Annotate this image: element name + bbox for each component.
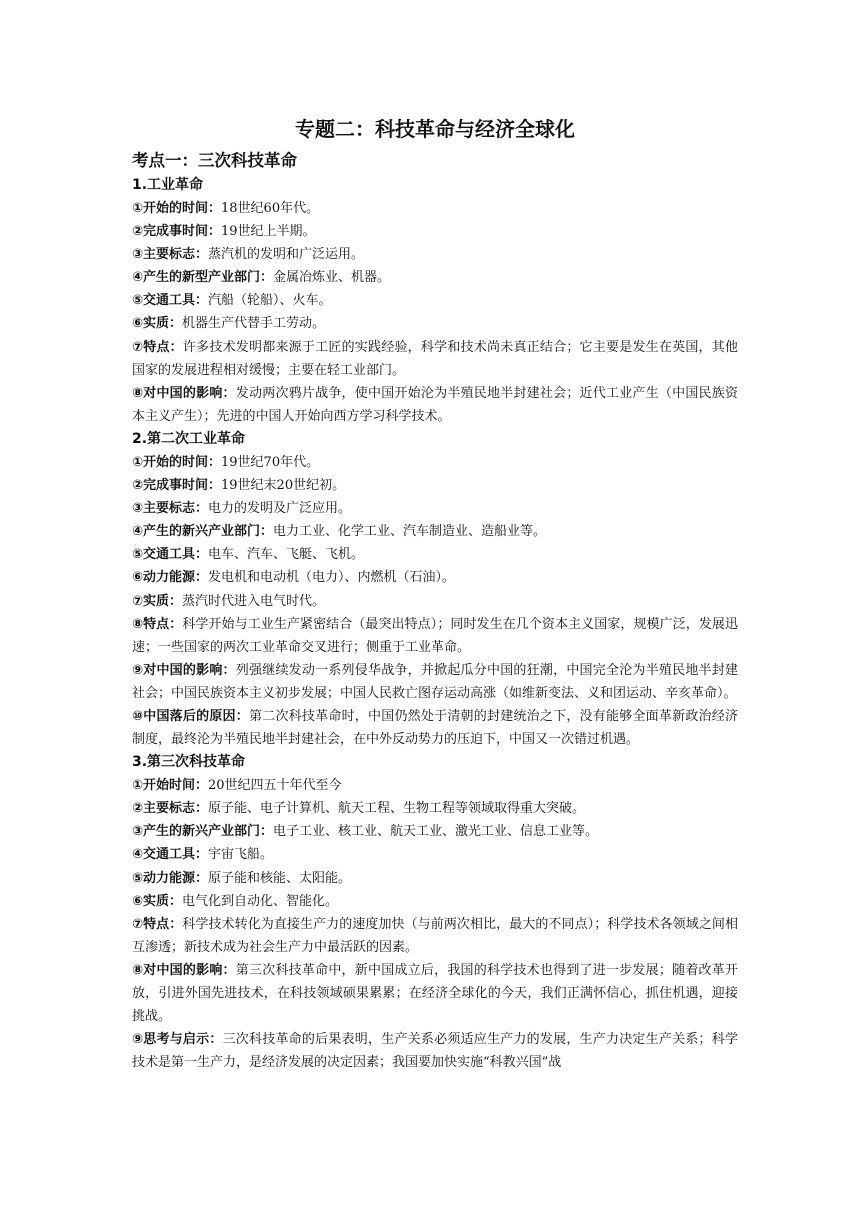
point-text: 发电机和电动机（电力）、内燃机（石油）。 — [208, 570, 456, 586]
point-label: ⑧对中国的影响： — [132, 962, 236, 978]
point-item — [132, 843, 738, 866]
point-text: 蒸汽机的发明和广泛运用。 — [208, 247, 365, 263]
point-item — [132, 659, 738, 705]
point-text: 电车、汽车、飞艇、飞机。 — [208, 547, 365, 563]
point-label: ②完成事时间： — [132, 224, 222, 240]
point-item — [132, 1028, 738, 1074]
point-text: 原子能、电子计算机、航天工程、生物工程等领域取得重大突破。 — [208, 801, 586, 817]
point-text: 电力工业、化学工业、汽车制造业、造船业等。 — [273, 524, 547, 540]
point-text: 发动两次鸦片战争，使中国开始沦为半殖民地半封建社会；近代工业产生（中国民族资本主义产生）；先进的中国人开始向西方学习科学技术。 — [132, 385, 738, 424]
point-item — [132, 312, 738, 335]
point-item — [132, 797, 738, 820]
point-text: 金属冶炼业、机器。 — [273, 270, 391, 286]
point-item — [132, 243, 738, 266]
point-text: 原子能和核能、太阳能。 — [208, 870, 352, 886]
point-text: 第三次科技革命中，新中国成立后，我国的科学技术也得到了进一步发展；随着改革开放，引进外国先进技术，在科技领域硕果累累；在经济全球化的今天，我们正满怀信心，抓住机遇，迎接挑战。 — [132, 962, 738, 1025]
point-label: ⑨对中国的影响： — [132, 662, 236, 678]
section-heading: 1.工业革命 — [132, 177, 204, 193]
point-item — [132, 197, 738, 220]
point-label: ④产生的新型产业部门： — [132, 270, 274, 286]
point-text: 宇宙飞船。 — [208, 847, 274, 863]
point-label: ⑦特点： — [132, 339, 183, 355]
point-item — [132, 590, 738, 613]
point-label: ⑧特点： — [132, 616, 183, 632]
point-label: ⑦实质： — [132, 593, 183, 609]
point-label: ⑨思考与启示： — [132, 1032, 223, 1048]
point-text: 电气化到自动化、智能化。 — [182, 893, 339, 909]
point-text: 许多技术发明都来源于工匠的实践经验，科学和技术尚未真正结合；它主要是发生在英国，其他国家的发展进程相对缓慢；主要在轻工业部门。 — [132, 339, 738, 378]
point-text: 19世纪末20世纪初。 — [221, 478, 346, 494]
point-label: ⑧对中国的影响： — [132, 385, 236, 401]
point-text: 三次科技革命的后果表明，生产关系必须适应生产力的发展，生产力决定生产关系；科学技术是第一生产力，是经济发展的决定因素；我国要加快实施“科教兴国”战 — [132, 1032, 738, 1071]
point-text: 第二次科技革命时，中国仍然处于清朝的封建统治之下，没有能够全面革新政治经济制度，最终沦为半殖民地半封建社会，在中外反动势力的压迫下，中国又一次错过机遇。 — [132, 708, 738, 748]
point-item — [132, 474, 738, 497]
point-label: ⑥实质： — [132, 893, 183, 909]
point-label: ①开始的时间： — [132, 454, 222, 470]
point-item — [132, 382, 738, 428]
point-text: 18世纪60年代。 — [221, 201, 320, 216]
point-label: ⑦特点： — [132, 916, 183, 932]
point-text: 蒸汽时代进入电气时代。 — [182, 593, 326, 609]
point-label: ③主要标志： — [132, 247, 209, 263]
point-item — [132, 220, 738, 243]
point-label: ②完成事时间： — [132, 478, 222, 494]
point-item — [132, 566, 738, 589]
sections-container — [132, 174, 738, 1074]
point-item — [132, 890, 738, 913]
point-text: 电力的发明及广泛应用。 — [208, 501, 352, 517]
page-title: 专题二：科技革命与经济全球化 — [295, 117, 575, 141]
point-label: ④交通工具： — [132, 847, 209, 863]
point-label: ①开始的时间： — [132, 201, 222, 216]
point-item — [132, 959, 738, 1028]
point-item — [132, 520, 738, 543]
document-page — [132, 112, 738, 1074]
topic-heading: 考点一：三次科技革命 — [132, 151, 297, 170]
point-label: ⑥动力能源： — [132, 570, 209, 586]
point-label: ⑤交通工具： — [132, 547, 209, 563]
point-text: 列强继续发动一系列侵华战争，并掀起瓜分中国的狂潮，中国完全沦为半殖民地半封建社会；中国民族资本主义初步发展；中国人民救亡图存运动高涨（如维新变法、义和团运动、辛亥革命）。 — [132, 662, 738, 701]
point-item — [132, 543, 738, 566]
point-item — [132, 451, 738, 474]
point-text: 汽船（轮船）、火车。 — [208, 293, 332, 309]
point-label: ⑥实质： — [132, 316, 183, 332]
point-label: ⑤交通工具： — [132, 293, 209, 309]
point-text: 机器生产代替手工劳动。 — [182, 316, 326, 332]
section-heading: 2.第二次工业革命 — [132, 430, 246, 447]
point-item — [132, 820, 738, 843]
point-label: ③主要标志： — [132, 501, 209, 517]
point-label: ①开始时间： — [132, 778, 209, 794]
point-item — [132, 705, 738, 751]
point-label: ⑩中国落后的原因： — [132, 708, 250, 724]
point-text: 19世纪上半期。 — [221, 224, 316, 240]
point-item — [132, 336, 738, 382]
point-text: 电子工业、核工业、航天工业、激光工业、信息工业等。 — [273, 824, 599, 840]
point-item — [132, 913, 738, 959]
point-item — [132, 613, 738, 659]
point-text: 20世纪四五十年代至今 — [208, 778, 342, 794]
point-item — [132, 497, 738, 520]
point-item — [132, 266, 738, 289]
point-label: ②主要标志： — [132, 801, 209, 817]
point-text: 科学开始与工业生产紧密结合（最突出特点）；同时发生在几个资本主义国家，规模广泛，发展迅速；一些国家的两次工业革命交叉进行；侧重于工业革命。 — [132, 616, 738, 655]
point-item — [132, 774, 738, 797]
point-label: ⑤动力能源： — [132, 870, 209, 886]
point-label: ④产生的新兴产业部门： — [132, 524, 274, 540]
point-label: ③产生的新兴产业部门： — [132, 824, 274, 840]
section-heading: 3.第三次科技革命 — [132, 754, 246, 771]
point-text: 科学技术转化为直接生产力的速度加快（与前两次相比，最大的不同点）；科学技术各领域之间相互渗透；新技术成为社会生产力中最活跃的因素。 — [132, 916, 738, 955]
point-item — [132, 289, 738, 312]
point-item — [132, 867, 738, 890]
point-text: 19世纪70年代。 — [221, 454, 320, 470]
